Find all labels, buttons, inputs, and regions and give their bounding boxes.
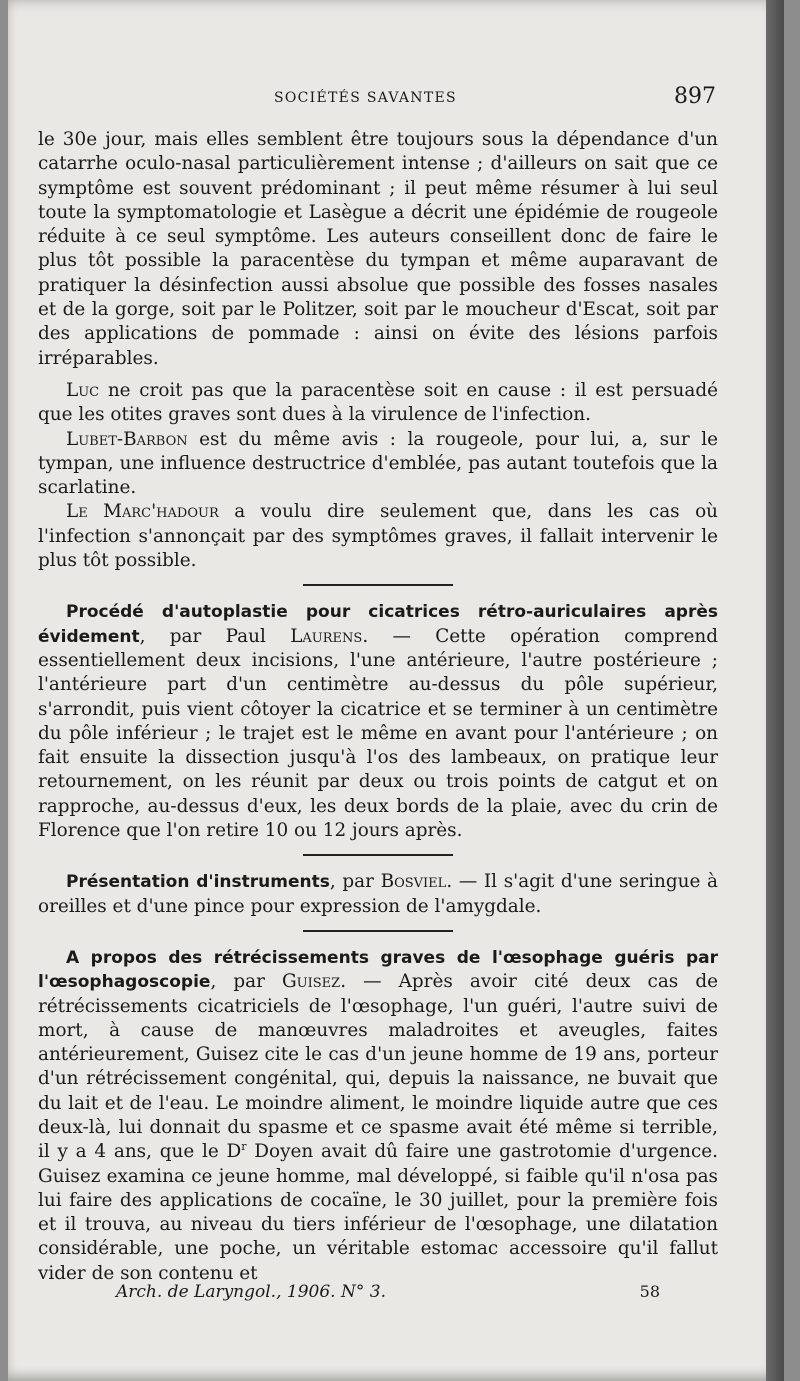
- paragraph-lubet-barbon: Lubet-Barbon est du même avis : la rougeole, pour lui, a, sur le tympan, une influence destructrice d'emblée, pas autant toutefois que la scarlatine.: [38, 428, 718, 499]
- journal-reference: Arch. de Laryngol., 1906. N° 3.: [116, 1282, 386, 1302]
- book-page: [8, 0, 784, 1381]
- section-oesophage: A propos des rétrécissements graves de l'œsophage guéris par l'œsophagoscopie, par Guisez. — Après avoir cité deux cas de rétrécissements cicatriciels de l'œsophage, l'un guéri, l'autre suivi de mort, à cause de manœuvres maladroites et aveugles, faites antérieurement, Guisez cite le cas d'un jeune homme de 19 ans, porteur d'un rétrécissement congénital, qui, depuis la naissance, ne buvait que du lait et de l'eau. Le moindre aliment, le moindre liquide autre que ces deux-là, lui donnait du spasme et ce spasme avait été même si terrible, il y a 4 ans, que le $D^r$ Doyen avait dû faire une gastrotomie d'urgence. Guisez examina ce jeune homme, mal développé, si faible qu'il n'osa pas lui faire des applications de cocaïne, le 30 juillet, pour la première fois et il trouva, au niveau du tiers inférieur de l'œsophage, une dilatation considérable, une poche, un véritable estomac accessoire qu'il fallut vider de son contenu et: [38, 947, 718, 1284]
- author-name: Laurens: [290, 625, 363, 647]
- section-title: A propos des rétrécissements graves de l'œsophage guéris par l'œsophagoscopie: [38, 947, 718, 993]
- paragraph-luc: Luc ne croit pas que la paracentèse soit en cause : il est persuadé que les otites graves sont dues à la virulence de l'infection.: [38, 379, 718, 426]
- signature-mark: 58: [639, 1282, 660, 1301]
- speaker-name: Lubet-Barbon: [66, 428, 188, 450]
- author-name: Guisez: [281, 971, 341, 993]
- paragraph-continuation: le 30e jour, mais elles semblent être toujours sous la dépendance d'un catarrhe oculo-nasal particulièrement intense ; d'ailleurs on sait que ce symptôme est souvent prédominant ; il peut même résumer à lui seul toute la symptomatologie et Lasègue a décrit une épidémie de rougeole réduite à ce seul symptôme. Les auteurs conseillent donc de faire le plus tôt possible la paracentèse du tympan et même auparavant de pratiquer la désinfection aussi absolue que possible des fosses nasales et de la gorge, soit par le Politzer, soit par le moucheur d'Escat, soit par des applications de pommade : ainsi on évite des lésions parfois irréparables.: [38, 129, 718, 369]
- running-title: SOCIÉTÉS SAVANTES: [274, 90, 457, 106]
- author-name: Bosviel: [380, 871, 447, 893]
- section-divider: [303, 854, 453, 856]
- paragraph-le-marchadour: Le Marc'hadour a voulu dire seulement que, dans les cas où l'infection s'annonçait par des symptômes graves, il fallait intervenir le plus tôt possible.: [38, 501, 718, 572]
- page-edge-shadow: [766, 0, 784, 1381]
- section-title: Procédé d'autoplastie pour cicatrices rétro-auriculaires après évidement: [38, 602, 718, 647]
- body-text: [38, 128, 718, 1286]
- page-header: [38, 84, 718, 112]
- page-number: 897: [674, 84, 716, 109]
- section-title: Présentation d'instruments: [66, 872, 330, 893]
- section-divider: [303, 584, 453, 586]
- section-autoplastie: Procédé d'autoplastie pour cicatrices rétro-auriculaires après évidement, par Paul Laurens. — Cette opération comprend essentiellement deux incisions, l'une antérieure, l'autre postérieure ; l'antérieure part d'un centimètre au-dessus du pôle supérieur, s'arrondit, puis vient côtoyer la cicatrice et se terminer à un centimètre du pôle inférieur ; le trajet est le même en avant pour l'antérieure ; on fait ensuite la dissection jusqu'à l'os des lambeaux, on pratique leur retournement, on les réunit par deux ou trois points de catgut et on rapproche, au-dessus d'eux, les deux bords de la plaie, avec du crin de Florence que l'on retire 10 ou 12 jours après.: [38, 602, 718, 842]
- speaker-name: Le Marc'hadour: [66, 501, 219, 523]
- section-divider: [303, 930, 453, 932]
- speaker-name: Luc: [66, 379, 100, 401]
- section-instruments: Présentation d'instruments, par Bosviel. — Il s'agit d'une seringue à oreilles et d'une pince pour expression de l'amygdale.: [38, 871, 718, 917]
